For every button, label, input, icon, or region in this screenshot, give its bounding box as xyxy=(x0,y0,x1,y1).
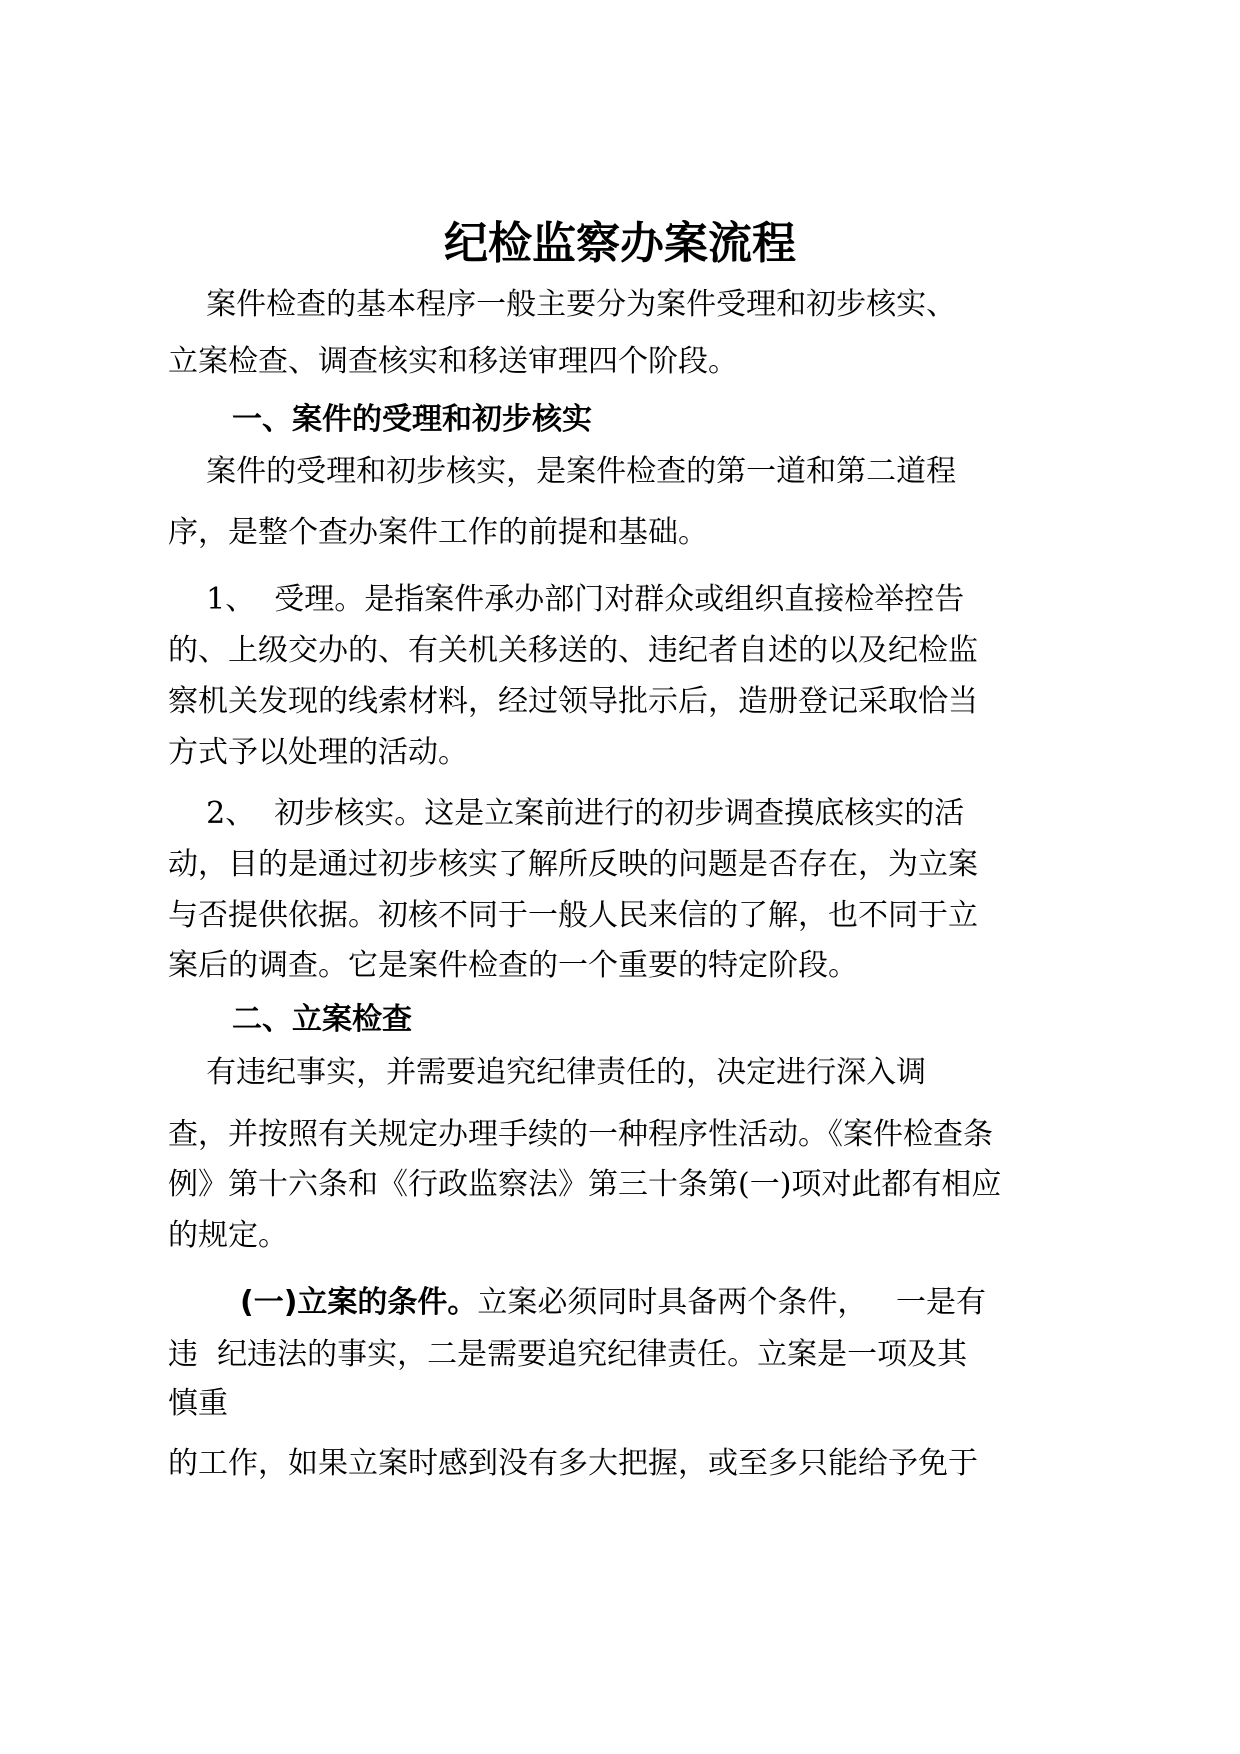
paragraph-line: 1、 受理。是指案件承办部门对群众或组织直接检举控告 xyxy=(168,582,965,617)
intro-line: 立案检查、调查核实和移送审理四个阶段。 xyxy=(168,344,738,379)
paragraph-line: 案件的受理和初步核实，是案件检查的第一道和第二道程 xyxy=(168,454,957,489)
paragraph-line: 的、上级交办的、有关机关移送的、违纪者自述的以及纪检监 xyxy=(168,633,978,668)
paragraph-line: 例》第十六条和《行政监察法》第三十条第(一)项对此都有相应 xyxy=(168,1167,1002,1202)
paragraph-line: 察机关发现的线索材料，经过领导批示后，造册登记采取恰当 xyxy=(168,684,978,719)
subheading-inline: (一)立案的条件。 xyxy=(240,1285,478,1320)
document-title: 纪检监察办案流程 xyxy=(444,218,796,269)
paragraph-line: 方式予以处理的活动。 xyxy=(168,735,468,770)
section-heading: 一、案件的受理和初步核实 xyxy=(232,402,592,437)
paragraph-line: 2、 初步核实。这是立案前进行的初步调查摸底核实的活 xyxy=(168,796,965,831)
paragraph-line: 与否提供依据。初核不同于一般人民来信的了解，也不同于立 xyxy=(168,898,978,933)
paragraph-line: 案后的调查。它是案件检查的一个重要的特定阶段。 xyxy=(168,948,858,983)
paragraph-text: 立案必须同时具备两个条件， 一是有 xyxy=(477,1285,987,1320)
paragraph-line: 的规定。 xyxy=(168,1218,288,1253)
intro-line: 案件检查的基本程序一般主要分为案件受理和初步核实、 xyxy=(168,287,957,322)
paragraph-line xyxy=(240,1283,986,1323)
paragraph-line: 有违纪事实，并需要追究纪律责任的，决定进行深入调 xyxy=(168,1055,927,1090)
paragraph-line: 的工作，如果立案时感到没有多大把握，或至多只能给予免于 xyxy=(168,1446,978,1481)
paragraph-line: 序，是整个查办案件工作的前提和基础。 xyxy=(168,515,708,550)
section-heading: 二、立案检查 xyxy=(232,1002,412,1037)
paragraph-line: 动，目的是通过初步核实了解所反映的问题是否存在，为立案 xyxy=(168,847,978,882)
paragraph-line: 慎重 xyxy=(168,1386,228,1421)
paragraph-line: 违 纪违法的事实，二是需要追究纪律责任。立案是一项及其 xyxy=(168,1337,968,1372)
paragraph-line: 查，并按照有关规定办理手续的一种程序性活动。《案件检查条 xyxy=(168,1117,993,1152)
